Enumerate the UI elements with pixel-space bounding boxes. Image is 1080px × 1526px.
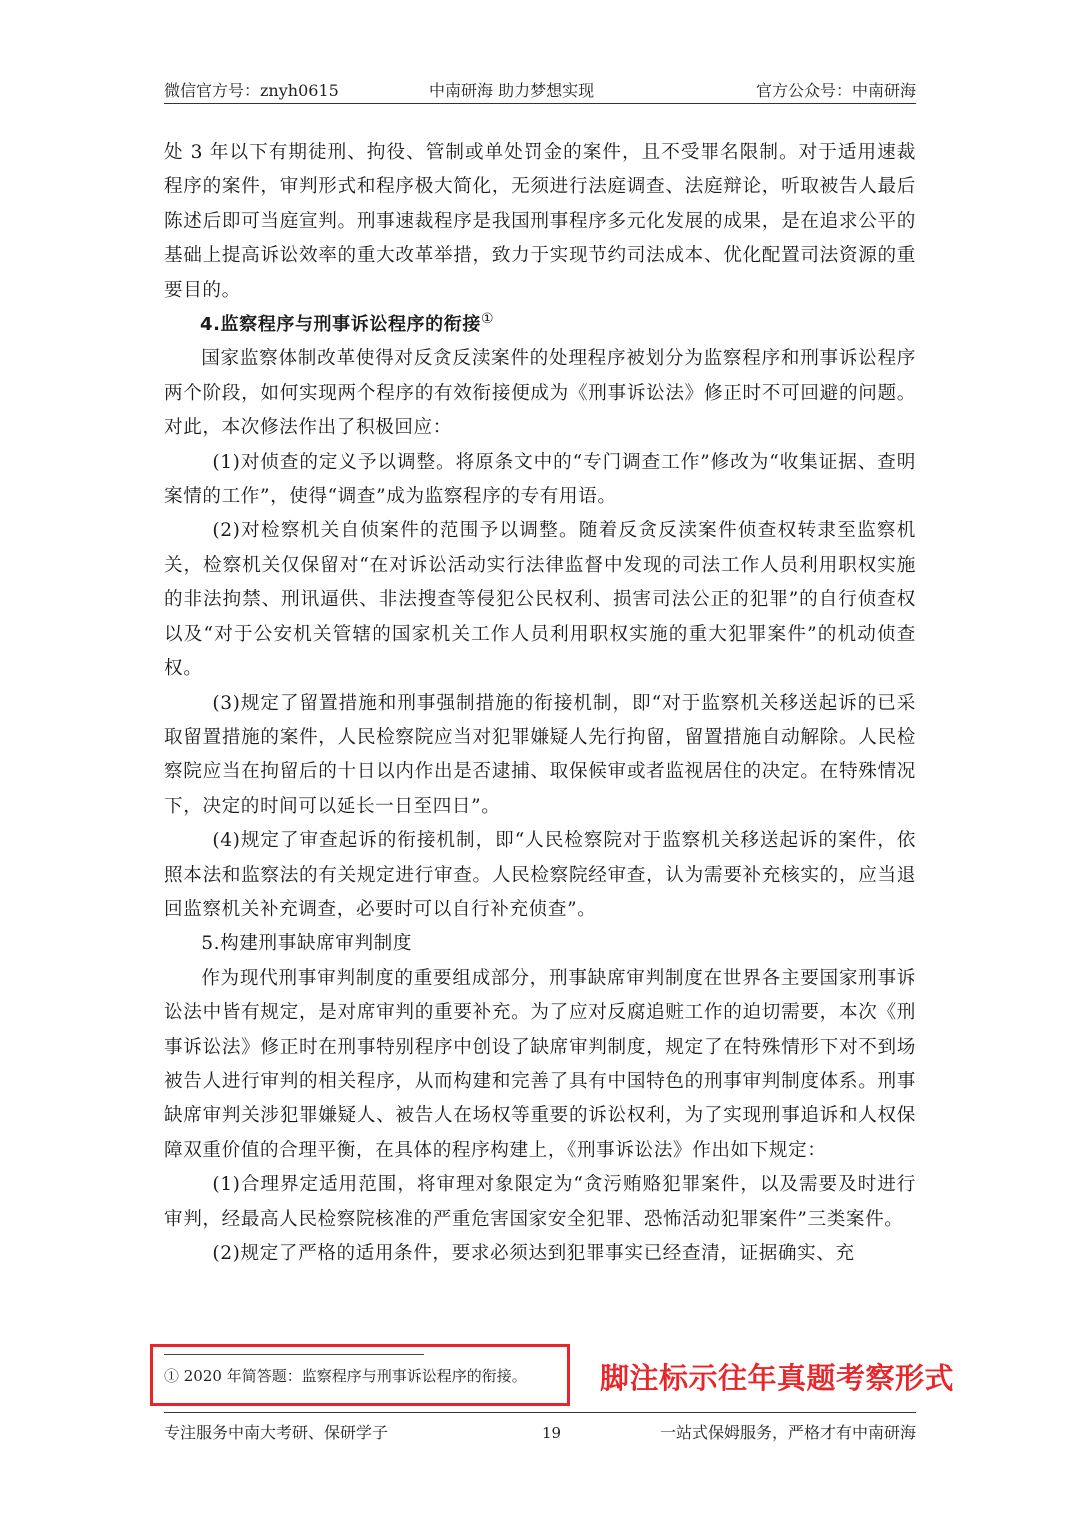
paragraph: 作为现代刑事审判制度的重要组成部分，刑事缺席审判制度在世界各主要国家刑事诉讼法中皆有规定，是对席审判的重要补充。为了应对反腐追赃工作的迫切需要，本次《刑事诉讼法》修正时在刑事特别程序中创设了缺席审判制度，规定了在特殊情形下对不到场被告人进行审判的相关程序，从而构建和完善了具有中国特色的刑事审判制度体系。刑事缺席审判关涉犯罪嫌疑人、被告人在场权等重要的诉讼权利，为了实现刑事追诉和人权保障双重价值的合理平衡，在具体的程序构建上，《刑事诉讼法》作出如下规定： (164, 967, 916, 1161)
page-header (164, 74, 916, 102)
section-heading-5: 5.构建刑事缺席审判制度 (201, 933, 413, 955)
footnote: ① 2020 年简答题：监察程序与刑事诉讼程序的衔接。 (164, 1367, 527, 1385)
paragraph: 国家监察体制改革使得对反贪反渎案件的处理程序被划分为监察程序和刑事诉讼程序两个阶段，如何实现两个程序的有效衔接便成为《刑事诉讼法》修正时不可回避的问题。对此，本次修法作出了积极回应： (164, 348, 916, 439)
list-item: (2)规定了严格的适用条件，要求必须达到犯罪事实已经查清，证据确实、充 (212, 1243, 855, 1264)
section-heading-4-text: 4.监察程序与刑事诉讼程序的衔接 (200, 314, 481, 336)
page-footer (164, 1418, 916, 1446)
header-wechat-id: 微信官方号：znyh0615 (164, 81, 339, 100)
list-item: (1)对侦查的定义予以调整。将原条文中的“专门调查工作”修改为“收集证据、查明案情的工作”，使得“调查”成为监察程序的专有用语。 (164, 451, 916, 508)
footer-tagline: 专注服务中南大考研、保研学子 (164, 1423, 389, 1442)
list-item: (2)对检察机关自侦案件的范围予以调整。随着反贪反渎案件侦查权转隶至监察机关，检察机关仅保留对“在对诉讼活动实行法律监督中发现的司法工作人员利用职权实施的非法拘禁、刑讯逼供、非法搜查等侵犯公民权利、损害司法公正的犯罪”的自行侦查权以及“对于公安机关管辖的国家机关工作人员利用职权实施的重大犯罪案件”的机动侦查权。 (164, 520, 916, 680)
list-item: (3)规定了留置措施和刑事强制措施的衔接机制，即“对于监察机关移送起诉的已采取留置措施的案件，人民检察院应当对犯罪嫌疑人先行拘留，留置措施自动解除。人民检察院应当在拘留后的十日以内作出是否逮捕、取保候审或者监视居住的决定。在特殊情况下，决定的时间可以延长一日至四日”。 (164, 692, 916, 817)
header-divider (164, 103, 916, 104)
page-number: 19 (542, 1424, 562, 1442)
list-item: (1)合理界定适用范围，将审理对象限定为“贪污贿赂犯罪案件，以及需要及时进行审判，经最高人民检察院核准的严重危害国家安全犯罪、恐怖活动犯罪案件”三类案件。 (164, 1174, 916, 1230)
document-body (164, 136, 916, 1271)
header-slogan: 中南研海 助力梦想实现 (429, 81, 595, 100)
annotation-label: 脚注标示往年真题考察形式 (600, 1361, 955, 1395)
paragraph-continuation: 处 3 年以下有期徒刑、拘役、管制或单处罚金的案件，且不受罪名限制。对于适用速裁程序的案件，审判形式和程序极大简化，无须进行法庭调查、法庭辩论，听取被告人最后陈述后即可当庭宣判。刑事速裁程序是我国刑事程序多元化发展的成果，是在追求公平的基础上提高诉讼效率的重大改革举措，致力于实现节约司法成本、优化配置司法资源的重要目的。 (164, 142, 916, 301)
footer-divider (164, 1412, 916, 1413)
header-official-account: 官方公众号：中南研海 (755, 81, 916, 100)
footer-service-slogan: 一站式保姆服务，严格才有中南研海 (659, 1423, 916, 1442)
footnote-marker: ① (480, 311, 495, 328)
section-heading-4 (164, 308, 916, 342)
list-item: (4)规定了审查起诉的衔接机制，即“人民检察院对于监察机关移送起诉的案件，依照本法和监察法的有关规定进行审查。人民检察院经审查，认为需要补充核实的，应当退回监察机关补充调查，必要时可以自行补充侦查”。 (164, 830, 916, 920)
